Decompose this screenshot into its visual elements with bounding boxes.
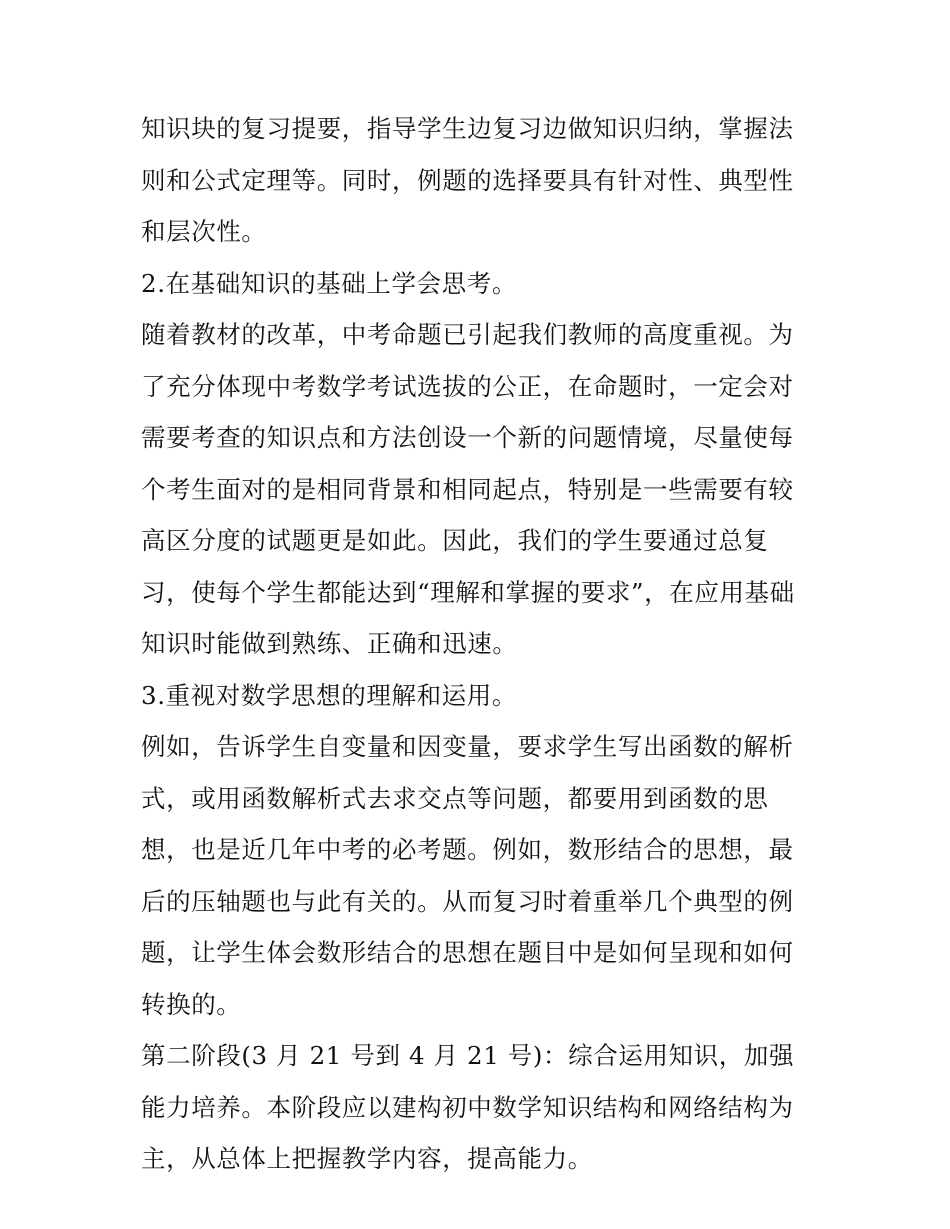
heading-math-thinking: 3.重视对数学思想的理解和运用。	[141, 680, 517, 710]
document-body	[141, 103, 813, 1185]
paragraph-second-stage: 第二阶段(3 月 21 号到 4 月 21 号)：综合运用知识，加强能力培养。本阶段应以建构初中数学知识结构和网络结构为主，从总体上把握教学内容，提高能力。	[141, 1041, 795, 1173]
heading-think-on-basics: 2.在基础知识的基础上学会思考。	[141, 268, 517, 298]
paragraph-function-examples: 例如，告诉学生自变量和因变量，要求学生写出函数的解析式，或用函数解析式去求交点等问题，都要用到函数的思想，也是近几年中考的必考题。例如，数形结合的思想，最后的压轴题也与此有关的。从而复习时着重举几个典型的例题，让学生体会数形结合的思想在题目中是如何呈现和如何转换的。	[141, 732, 794, 1019]
paragraph-review-outline: 知识块的复习提要，指导学生边复习边做知识归纳，掌握法则和公式定理等。同时，例题的选择要具有针对性、典型性和层次性。	[141, 114, 794, 246]
paragraph-exam-reform: 随着教材的改革，中考命题已引起我们教师的高度重视。为了充分体现中考数学考试选拔的公正，在命题时，一定会对需要考查的知识点和方法创设一个新的问题情境，尽量使每个考生面对的是相同背景和相同起点，特别是一些需要有较高区分度的试题更是如此。因此，我们的学生要通过总复习，使每个学生都能达到“理解和掌握的要求”，在应用基础知识时能做到熟练、正确和迅速。	[141, 320, 795, 658]
